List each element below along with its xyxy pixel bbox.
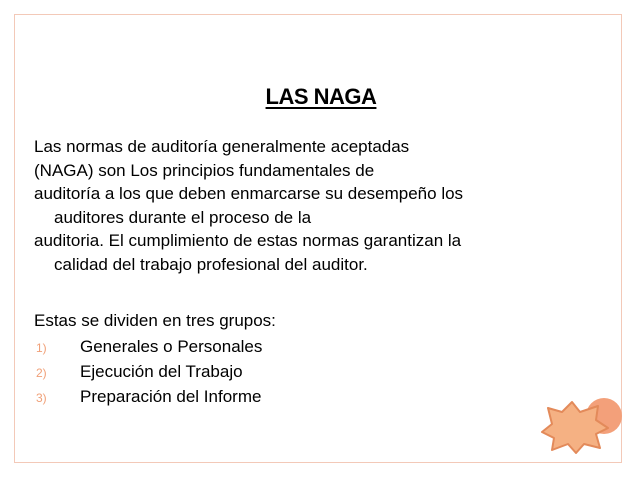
groups-intro: Estas se dividen en tres grupos: — [34, 311, 276, 330]
paragraph-line: calidad del trabajo profesional del auditor. — [54, 254, 368, 274]
list-item — [36, 337, 262, 362]
slide-title-text: LAS NAGA — [265, 84, 377, 109]
list-number: 2) — [36, 366, 47, 380]
paragraph-line: auditoria. El cumplimiento de estas normas garantizan la — [34, 231, 462, 250]
list-label: Generales o Personales — [80, 337, 263, 356]
list-item — [36, 387, 262, 412]
list-number: 3) — [36, 391, 47, 405]
paragraph-definition — [34, 135, 614, 229]
list-label: Ejecución del Trabajo — [80, 362, 243, 381]
paragraph-line: auditores durante el proceso de la — [54, 207, 312, 227]
paragraph-line: (NAGA) son Los principios fundamentales de — [34, 160, 375, 180]
starburst-icon — [540, 398, 610, 454]
slide-title — [0, 84, 638, 110]
paragraph-line: auditoría a los que deben enmarcarse su desempeño los — [34, 184, 464, 203]
list-label: Preparación del Informe — [80, 387, 262, 406]
paragraph-line: Las normas de auditoría generalmente aceptadas — [34, 137, 410, 156]
list-number: 1) — [36, 341, 47, 355]
paragraph-purpose — [34, 229, 614, 276]
groups-list — [36, 337, 262, 412]
list-item — [36, 362, 262, 387]
slide-body — [34, 135, 614, 276]
